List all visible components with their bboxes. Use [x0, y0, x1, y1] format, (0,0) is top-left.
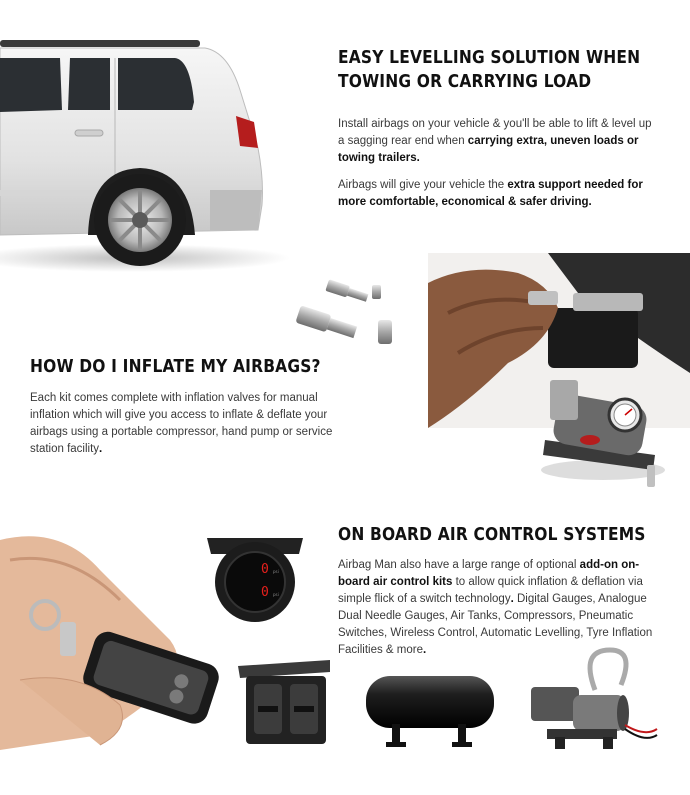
- gauge-unit-1: psi: [273, 569, 279, 574]
- towing-paragraph-2: Airbags will give your vehicle the extra support needed for more comfortable, economical & safer driving.: [338, 179, 643, 208]
- switch-panel-photo: [238, 660, 333, 748]
- onboard-paragraph: Airbag Man also have a large range of optional add-on on-board air control kits to allow quick inflation & deflation via simple flick of a switch technology. Digital Gauges, Analogue Dual Needle Gauges, Air Tanks, Compressors, Pneumatic Switches, Wireless Control, Automatic Levelling, Tyre Inflation Facilities & more.: [338, 559, 653, 656]
- inflate-paragraph: Each kit comes complete with inflation valves for manual inflation which will give you access to inflate & deflate your airbags using a portable compressor, hand pump or service station facility.: [30, 392, 333, 455]
- air-tank-photo: [362, 668, 497, 750]
- gauge-unit-2: psi: [273, 592, 279, 597]
- wireless-remote-photo: [0, 530, 225, 750]
- onboard-heading: ON BOARD AIR CONTROL SYSTEMS: [338, 524, 646, 545]
- portable-compressor-photo: [535, 370, 670, 490]
- digital-gauge-photo: [205, 530, 305, 625]
- inflation-valves-photo: [290, 275, 405, 355]
- onboard-compressor-photo: [525, 645, 665, 753]
- inflate-heading: HOW DO I INFLATE MY AIRBAGS?: [30, 356, 321, 377]
- suv-photo: [0, 30, 280, 270]
- towing-heading: EASY LEVELLING SOLUTION WHEN TOWING OR CARRYING LOAD: [338, 47, 641, 92]
- towing-paragraph-1: Install airbags on your vehicle & you'll be able to lift & level up a sagging rear end when carrying extra, uneven loads or towing trailers.: [338, 118, 652, 164]
- gauge-readout-2: 0: [261, 585, 269, 600]
- gauge-readout-1: 0: [261, 562, 269, 577]
